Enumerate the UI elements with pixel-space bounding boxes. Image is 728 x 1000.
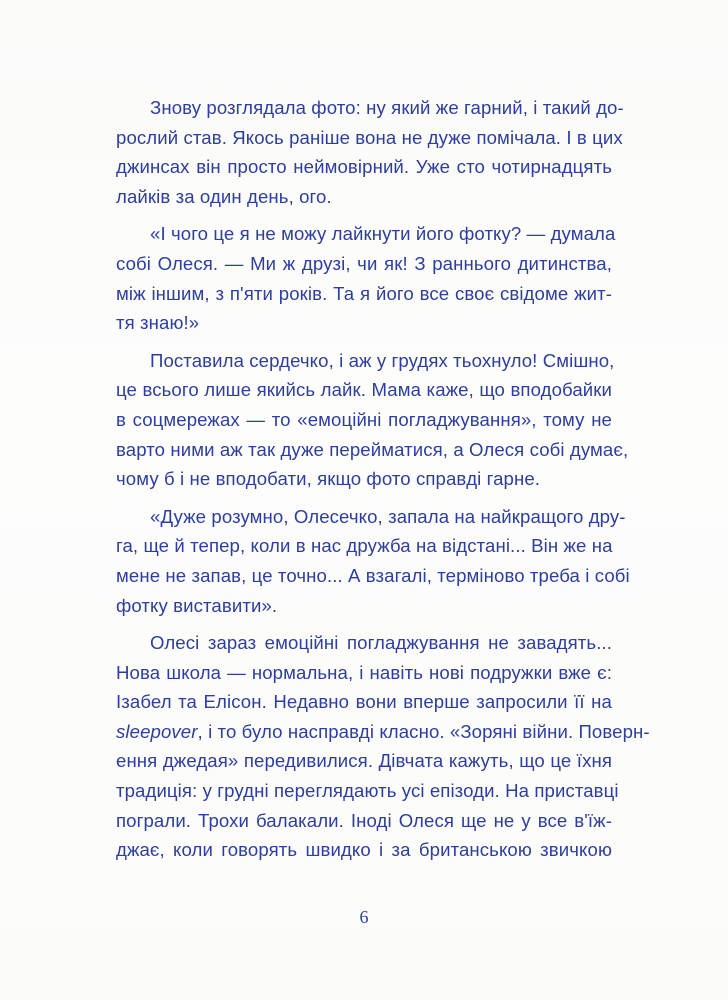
text-line: традиція: у грудні переглядають усі епізоди. На приставці [116,780,619,802]
text-line: ення джедая» передивилися. Дівчата кажуть, що це їхня [116,750,612,772]
text-line: рослий став. Якось раніше вона не дуже помічала. І в цих [116,126,623,148]
text-line: між іншим, з п'яти років. Та я його все своє свідоме жит- [116,282,612,304]
italic-word: sleepover [116,720,198,742]
text-line: фотку виставити». [116,594,278,616]
text-line: джинсах він просто неймовірний. Уже сто чотирнадцять [116,156,612,178]
text-line: «І чого це я не можу лайкнути його фотку? — думала [150,223,616,245]
page-number: 6 [359,907,369,927]
text-line: чому б і не вподобати, якщо фото справді гарне. [116,468,541,490]
paragraph [116,93,624,211]
text-line: варто ними аж так дуже перейматися, а Олеся собі думає, [116,438,629,460]
text-line: «Дуже розумно, Олесечко, запала на найкращого дру- [150,505,626,527]
text-line: мене не запав, це точно... А взагалі, терміново треба і собі [116,564,630,586]
paragraph [116,346,629,494]
text-line: sleepover, і то було насправді класно. «Зоряні війни. Поверн- [116,720,650,742]
text-line: тя знаю!» [116,312,200,334]
text-line: Ізабел та Елісон. Недавно вони вперше запросили її на [116,691,612,713]
text-line: лайків за один день, ого. [116,185,332,207]
text-line: пограли. Трохи балакали. Іноді Олеся ще не у все в'їж- [116,809,612,831]
paragraph [116,219,616,337]
text-line: джає, коли говорять швидко і за британською звичкою [116,839,612,861]
text-line: га, ще й тепер, коли в нас дружба на відстані... Він же на [116,535,613,557]
text-line: Олесі зараз емоційні погладжування не завадять... [150,632,612,654]
text-line: Знову розглядала фото: ну який же гарний, і такий до- [150,97,624,118]
paragraph [116,628,650,865]
text-line: це всього лише якийсь лайк. Мама каже, що вподобайки [116,379,612,401]
body-text [116,93,650,873]
text-line: в соцмережах — то «емоційні погладжування», тому не [116,408,612,430]
text-line: Поставила сердечко, і аж у грудях тьохнуло! Смішно, [150,349,615,371]
text-line: Нова школа — нормальна, і навіть нові подружки вже є: [116,661,612,683]
text-line: собі Олеся. — Ми ж друзі, чи як! З раннього дитинства, [116,252,612,274]
paragraph [116,502,630,620]
